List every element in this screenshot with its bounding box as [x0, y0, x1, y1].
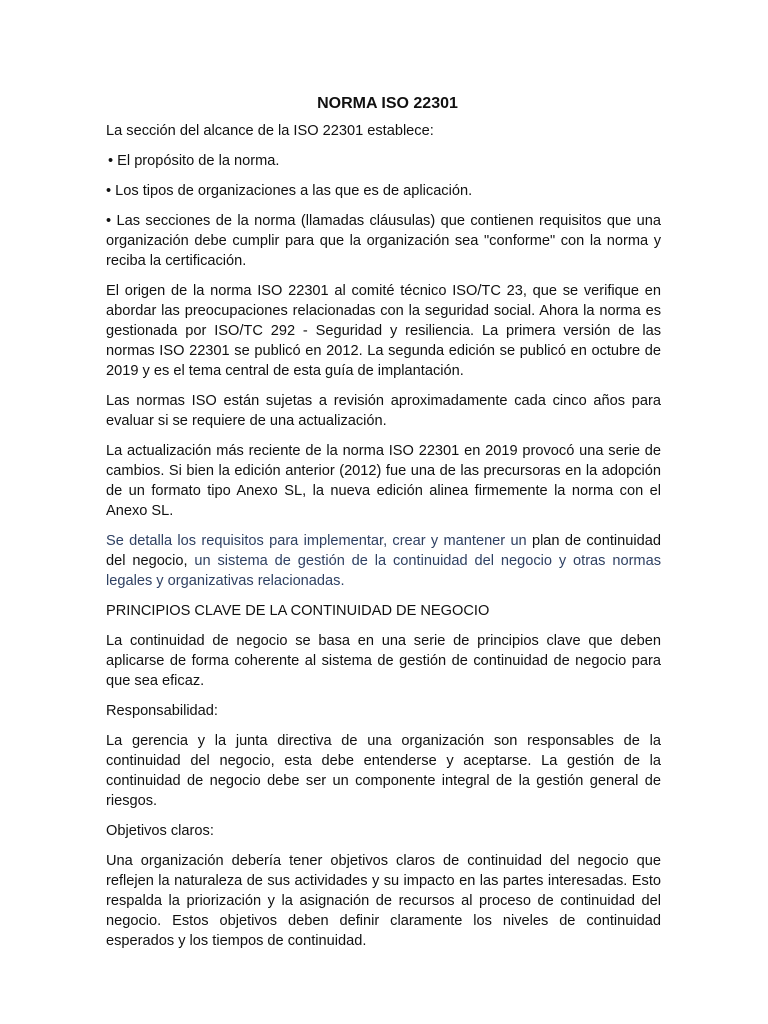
- document-body: [106, 94, 661, 961]
- detail-text-part2: plan de continuidad del negocio,: [106, 533, 661, 569]
- principles-paragraph: La continuidad de negocio se basa en una serie de principios clave que deben aplicarse de forma coherente al sistema de gestión de continuidad de negocio para que sea eficaz.: [106, 633, 661, 689]
- review-paragraph: Las normas ISO están sujetas a revisión aproximadamente cada cinco años para evaluar si se requiere de una actualización.: [106, 393, 661, 429]
- objectives-label: Objetivos claros:: [106, 823, 214, 839]
- bullet-item-purpose: • El propósito de la norma.: [108, 153, 280, 169]
- bullet-item-organizations: • Los tipos de organizaciones a las que es de aplicación.: [106, 183, 473, 199]
- origin-paragraph: El origen de la norma ISO 22301 al comité técnico ISO/TC 23, que se verifique en abordar las preocupaciones relacionadas con la seguridad social. Ahora la norma es gestionada por ISO/TC 292 - Seguridad y resiliencia. La primera versión de las normas ISO 22301 se publicó en 2012. La segunda edición se publicó en octubre de 2019 y es el tema central de esta guía de implantación.: [106, 283, 661, 379]
- responsibility-label: Responsabilidad:: [106, 703, 218, 719]
- intro-paragraph: La sección del alcance de la ISO 22301 establece:: [106, 123, 434, 139]
- detail-paragraph: [106, 531, 661, 591]
- detail-text-part3: un sistema de gestión de la continuidad del negocio y otras normas legales y organizativas relacionadas.: [106, 553, 661, 589]
- update-paragraph: La actualización más reciente de la norma ISO 22301 en 2019 provocó una serie de cambios. Si bien la edición anterior (2012) fue una de las precursoras en la adopción de un formato tipo Anexo SL, la nueva edición alinea firmemente la norma con el Anexo SL.: [106, 443, 661, 519]
- document-title: NORMA ISO 22301: [317, 95, 458, 112]
- responsibility-paragraph: La gerencia y la junta directiva de una organización son responsables de la continuidad del negocio, esta debe entenderse y aceptarse. La gestión de la continuidad de negocio debe ser un componente integral de la gestión general de riesgos.: [106, 733, 661, 809]
- objectives-paragraph: Una organización debería tener objetivos claros de continuidad del negocio que reflejen la naturaleza de sus actividades y su impacto en las partes interesadas. Esto respalda la priorización y la asignación de recursos al proceso de continuidad del negocio. Estos objetivos deben definir claramente los niveles de continuidad esperados y los tiempos de continuidad.: [106, 853, 661, 949]
- detail-text-part1: Se detalla los requisitos para implementar, crear y mantener un: [106, 533, 527, 549]
- section-heading: PRINCIPIOS CLAVE DE LA CONTINUIDAD DE NEGOCIO: [106, 603, 490, 619]
- bullet-item-sections: • Las secciones de la norma (llamadas cláusulas) que contienen requisitos que una organización debe cumplir para que la organización sea "conforme" con la norma y reciba la certificación.: [106, 213, 661, 269]
